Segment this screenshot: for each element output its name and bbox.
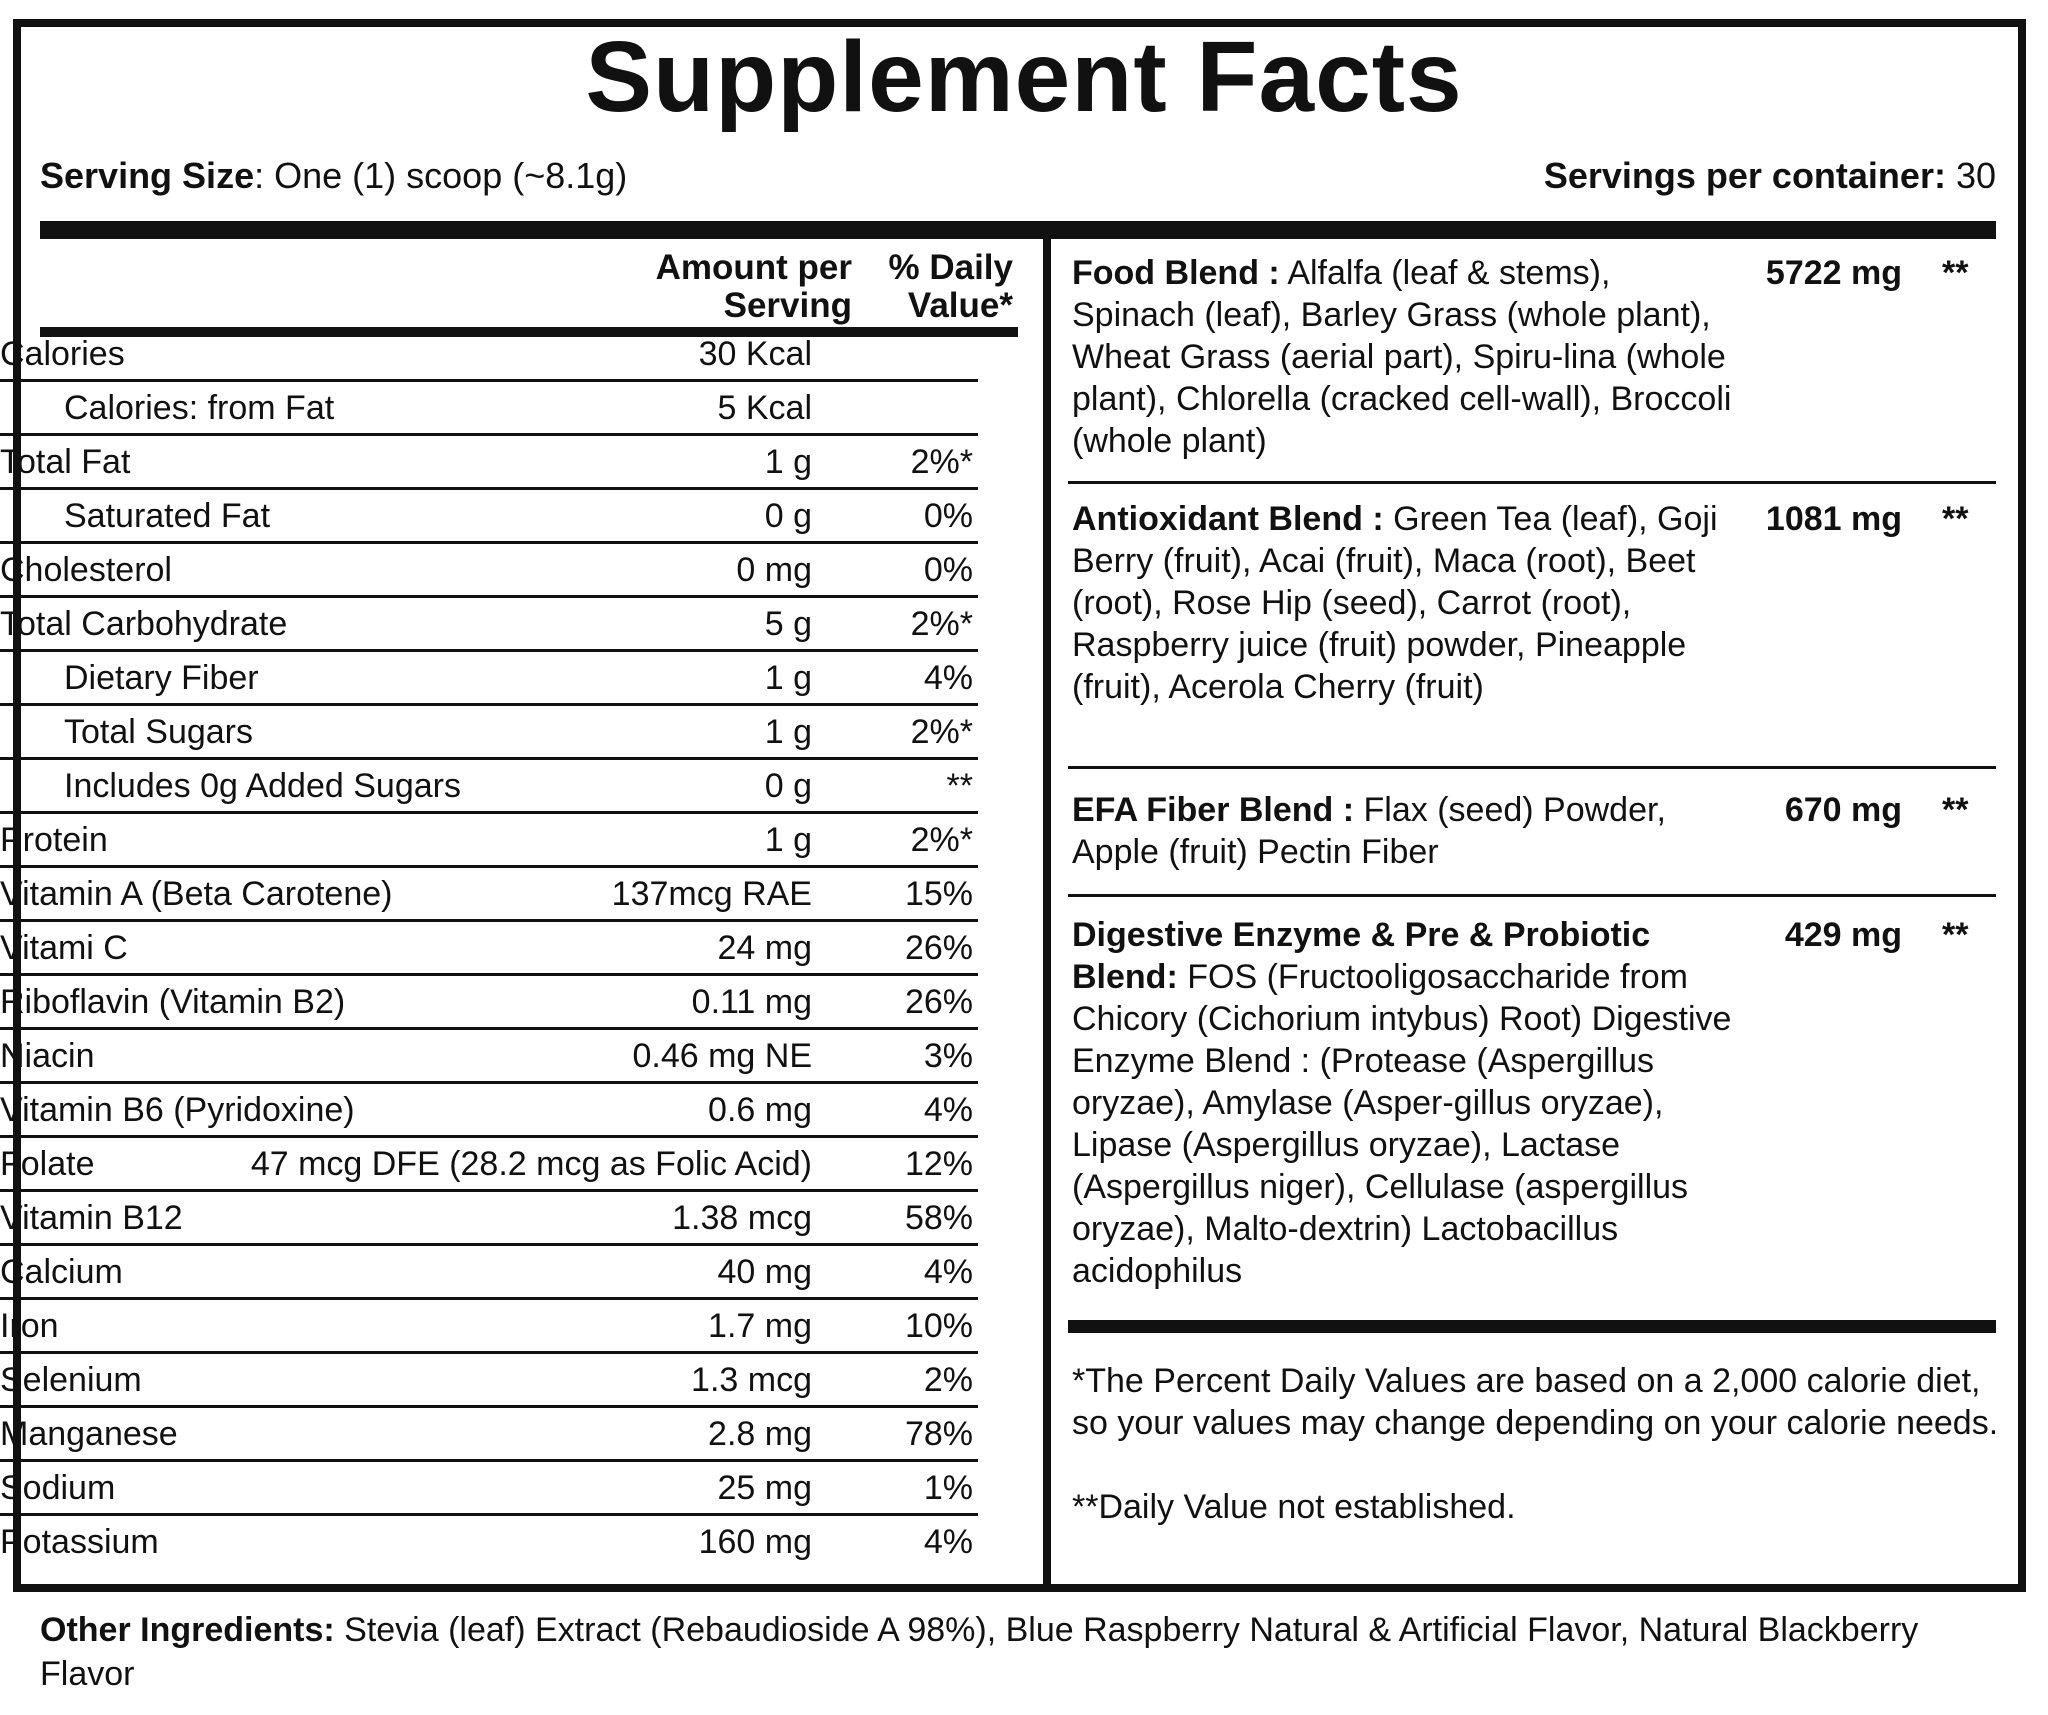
nutrient-name: Folate [0,1145,95,1183]
blend-description [1072,789,1742,873]
amount-header-line1: Amount per [655,248,852,287]
nutrient-amount: 137mcg RAE [611,875,812,913]
serving-size-value: : One (1) scoop (~8.1g) [254,155,628,196]
footnote-divider-bar [1068,1320,1996,1333]
nutrient-name: Manganese [0,1415,178,1453]
nutrient-amount: 5 g [764,605,812,643]
nutrient-name: Vitamin A (Beta Carotene) [0,875,393,913]
nutrient-row [0,921,978,975]
nutrient-amount: 1 g [764,821,812,859]
nutrient-amount: 25 mg [717,1469,812,1507]
nutrient-row [0,1137,978,1191]
blend-divider [1068,894,1996,897]
nutrient-row [0,705,978,759]
blend-description [1072,498,1742,708]
nutrient-daily-value: 26% [904,929,973,967]
nutrient-name: Niacin [0,1037,95,1075]
nutrient-amount: 1.38 mcg [672,1199,812,1237]
nutrient-amount: 1 g [764,659,812,697]
nutrient-amount: 1 g [764,443,812,481]
nutrient-amount: 24 mg [717,929,812,967]
nutrient-amount: 2.8 mg [708,1415,812,1453]
nutrient-amount: 30 Kcal [698,335,812,373]
servings-per-container [1544,155,1996,197]
nutrient-daily-value: 2%* [910,713,973,751]
nutrient-amount: 1.3 mcg [691,1361,812,1399]
nutrient-daily-value: 4% [923,1523,973,1561]
nutrient-name: Includes 0g Added Sugars [64,767,461,805]
blend-amount: 5722 mg [1765,254,1902,292]
nutrient-daily-value: 2%* [910,821,973,859]
other-ingredients-label: Other Ingredients: [40,1611,335,1649]
nutrient-daily-value: 0% [923,551,973,589]
blend-ingredients: FOS (Fructooligosaccharide from Chicory (Cichorium intybus) Root) Digestive Enzyme Blend : (Protease (Aspergillus oryzae), Amylase (Asper-gillus oryzae), Lipase (Aspergillus oryzae), Lactase (Aspergillus niger), Cellulase (aspergillus oryzae), Malto-dextrin) Lactobacillus acidophilus [1072,958,1732,1290]
nutrient-daily-value: 12% [904,1145,973,1183]
blend-divider [1068,766,1996,769]
nutrient-amount: 47 mcg DFE (28.2 mcg as Folic Acid) [250,1145,812,1183]
top-divider-bar [40,221,1996,239]
nutrient-daily-value: 26% [904,983,973,1021]
nutrient-daily-value: 2%* [910,443,973,481]
blend-name: Digestive Enzyme & Pre & Probiotic Blend: [1072,916,1651,996]
nutrient-row [0,867,978,921]
serving-size [40,155,627,197]
nutrient-name: Calcium [0,1253,123,1291]
blend-description [1072,914,1742,1292]
nutrient-name: Vitamin B6 (Pyridoxine) [0,1091,355,1129]
serving-size-label: Serving Size [40,155,255,196]
other-ingredients-text: Stevia (leaf) Extract (Rebaudioside A 98%), Blue Raspberry Natural & Artificial Flavor, Natural Blackberry Flavor [40,1611,1919,1693]
other-ingredients [40,1608,2010,1696]
nutrient-name: Potassium [0,1523,159,1561]
column-divider [1043,239,1051,1584]
blend-name: Antioxidant Blend : [1072,500,1384,538]
dv-header-line1: % Daily [888,248,1013,287]
nutrient-row [0,327,978,381]
nutrient-name: Calories [0,335,125,373]
nutrient-amount: 1.7 mg [708,1307,812,1345]
nutrient-name: Riboflavin (Vitamin B2) [0,983,346,1021]
nutrient-amount: 0 mg [736,551,812,589]
blend-name: EFA Fiber Blend : [1072,791,1355,829]
nutrient-row [0,975,978,1029]
nutrient-row [0,759,978,813]
blend-amount: 670 mg [1784,791,1902,829]
blend-name: Food Blend : [1072,254,1280,292]
blend-divider [1068,481,1996,484]
nutrient-daily-value: 0% [923,497,973,535]
nutrient-daily-value: 4% [923,1253,973,1291]
nutrient-daily-value: 10% [904,1307,973,1345]
nutrient-name: Saturated Fat [64,497,271,535]
nutrient-amount: 0 g [764,767,812,805]
nutrient-name: Vitamin B12 [0,1199,183,1237]
nutrient-amount: 0.46 mg NE [632,1037,812,1075]
nutrient-row [0,1299,978,1353]
nutrient-daily-value: 4% [923,1091,973,1129]
nutrient-daily-value: 2%* [910,605,973,643]
nutrient-row [0,1461,978,1515]
nutrient-name: Calories: from Fat [64,389,335,427]
blend-dv: ** [1942,254,1969,292]
blend-dv: ** [1942,791,1969,829]
nutrient-daily-value: 15% [904,875,973,913]
amount-per-serving-header [592,249,852,325]
nutrient-name: Dietary Fiber [64,659,259,697]
nutrient-amount: 160 mg [698,1523,812,1561]
nutrient-row [0,1191,978,1245]
nutrient-row [0,1245,978,1299]
nutrient-daily-value: 4% [923,659,973,697]
blend-dv: ** [1942,916,1969,954]
daily-value-footnote: *The Percent Daily Values are based on a 2,000 calorie diet, so your values may change depending on your calorie needs. [1072,1362,1999,1442]
nutrient-name: Total Sugars [64,713,253,751]
nutrient-amount: 0 g [764,497,812,535]
nutrient-name: Total Carbohydrate [0,605,288,643]
nutrient-row [0,543,978,597]
nutrient-row [0,435,978,489]
nutrient-daily-value: ** [946,767,973,805]
nutrient-daily-value: 78% [904,1415,973,1453]
nutrient-amount: 40 mg [717,1253,812,1291]
nutrient-row [0,813,978,867]
blend-ingredients: Flax (seed) Powder, Apple (fruit) Pectin Fiber [1072,791,1666,871]
nutrient-daily-value: 2% [923,1361,973,1399]
dv-header-line2: Value* [907,286,1013,325]
blend-ingredients: Alfalfa (leaf & stems), Spinach (leaf), Barley Grass (whole plant), Wheat Grass (aerial part), Spiru-lina (whole plant), Chlorella (cracked cell-wall), Broccoli (whole plant) [1072,254,1732,460]
nutrient-amount: 0.6 mg [708,1091,812,1129]
blend-description [1072,252,1742,462]
blend-ingredients: Green Tea (leaf), Goji Berry (fruit), Acai (fruit), Maca (root), Beet (root), Rose Hip (seed), Carrot (root), Raspberry juice (fruit) powder, Pineapple (fruit), Acerola Cherry (fruit) [1072,500,1718,706]
nutrient-name: Sodium [0,1469,116,1507]
nutrient-row [0,1029,978,1083]
nutrient-row [0,1083,978,1137]
nutrient-row [0,1353,978,1407]
nutrient-row [0,1515,978,1569]
nutrient-name: Protein [0,821,108,859]
nutrient-row [0,381,978,435]
nutrient-row [0,651,978,705]
nutrient-name: Iron [0,1307,59,1345]
nutrient-row [0,489,978,543]
blend-amount: 1081 mg [1765,500,1902,538]
nutrient-name: Vitami C [0,929,128,967]
nutrient-daily-value: 58% [904,1199,973,1237]
label-title: Supplement Facts [585,21,1463,133]
servings-per-container-value: 30 [1945,155,1996,196]
blend-dv: ** [1942,500,1969,538]
servings-per-container-label: Servings per container: [1543,155,1946,196]
nutrient-row [0,597,978,651]
blend-amount: 429 mg [1784,916,1902,954]
not-established-footnote: **Daily Value not established. [1072,1488,1516,1526]
amount-header-line2: Serving [723,286,852,325]
nutrient-row [0,1407,978,1461]
nutrient-daily-value: 3% [923,1037,973,1075]
nutrient-name: Cholesterol [0,551,172,589]
nutrient-name: Selenium [0,1361,142,1399]
nutrient-name: Total Fat [0,443,131,481]
nutrient-amount: 5 Kcal [717,389,812,427]
nutrient-amount: 1 g [764,713,812,751]
daily-value-header [863,249,1013,325]
nutrient-daily-value: 1% [923,1469,973,1507]
nutrient-amount: 0.11 mg [691,983,812,1021]
